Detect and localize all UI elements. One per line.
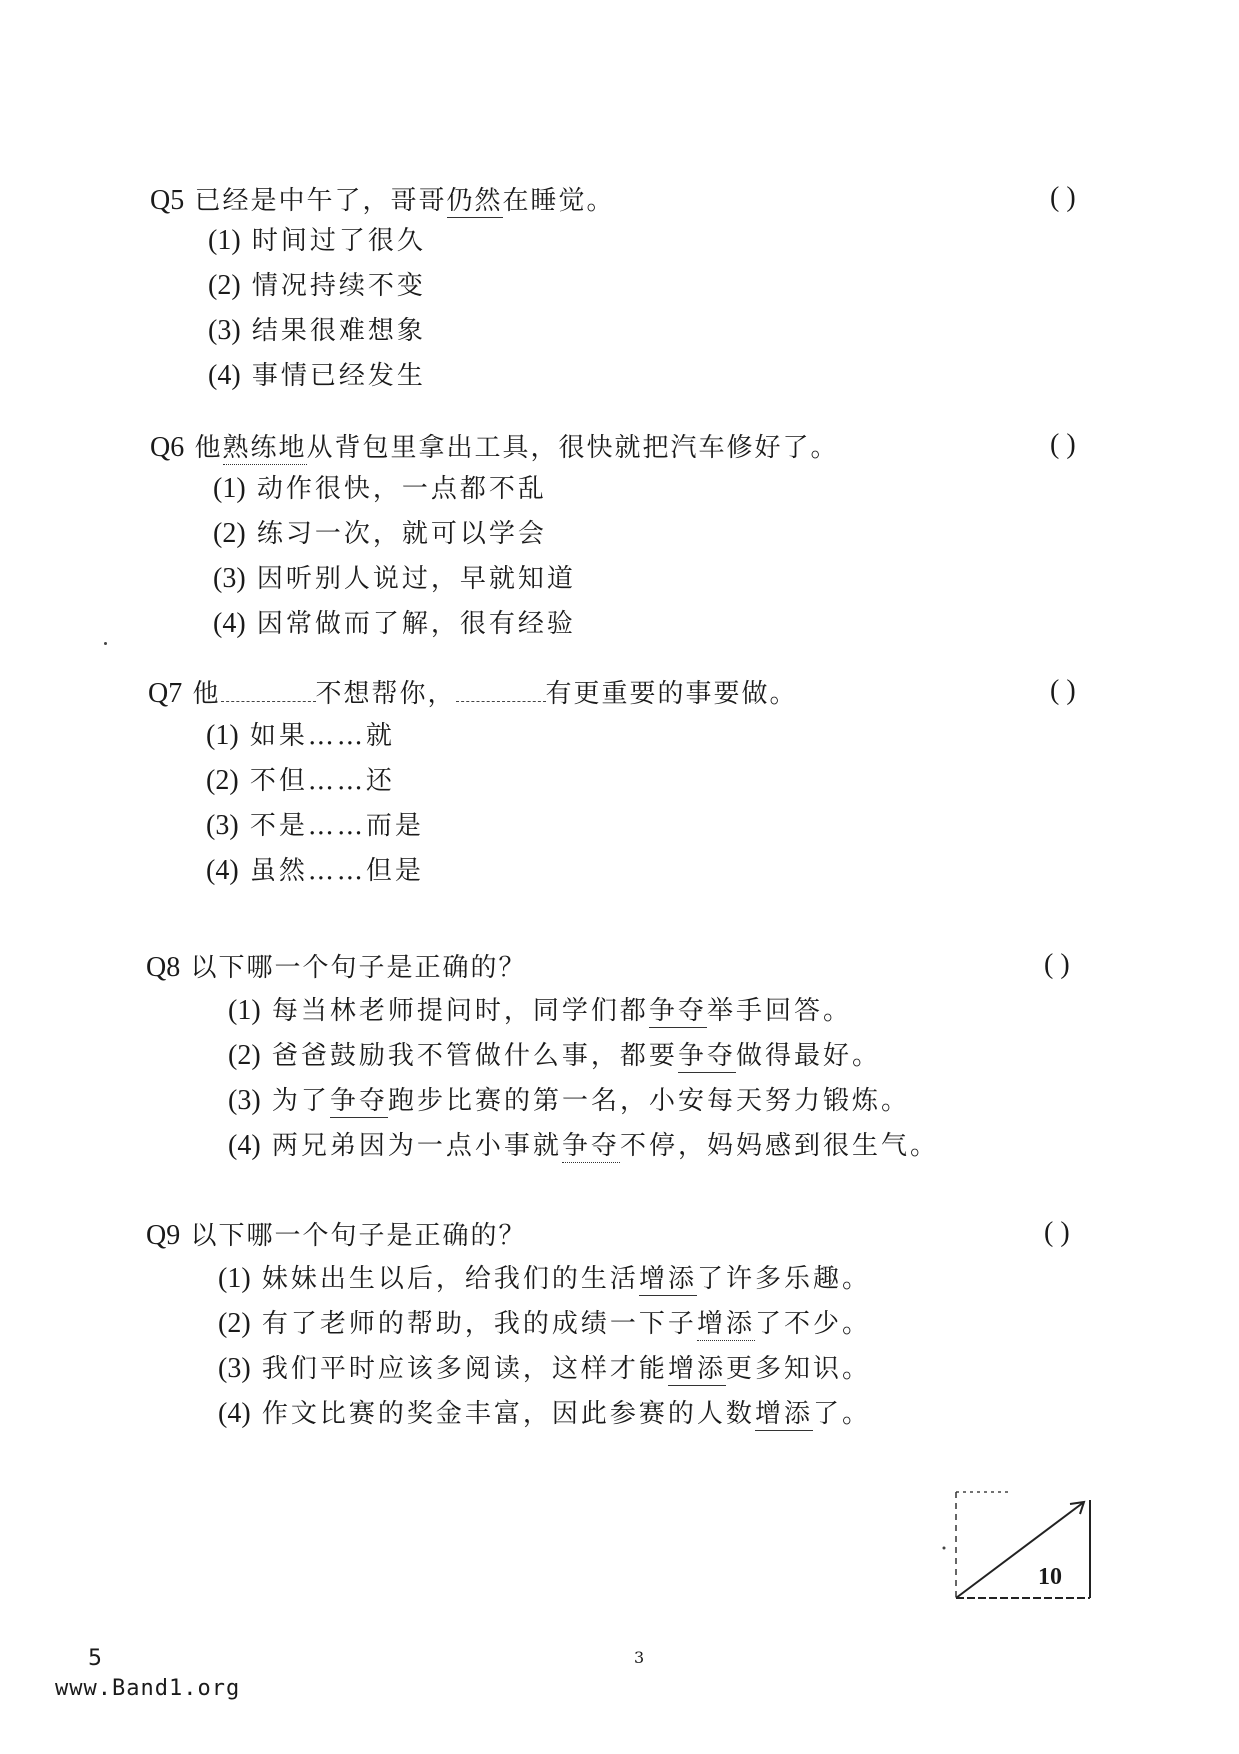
option-2[interactable]: (2) 爸爸鼓励我不管做什么事，都要争夺做得最好。 [228,1040,881,1071]
answer-bracket[interactable]: ( ) [1050,675,1076,706]
question-stem: Q8 以下哪一个句子是正确的？ [146,952,527,983]
stray-dot [104,642,107,645]
answer-bracket[interactable]: ( ) [1044,1217,1070,1248]
score-total: 10 [1038,1564,1062,1590]
option-3[interactable]: (3) 为了争夺跑步比赛的第一名，小安每天努力锻炼。 [228,1085,910,1116]
option-3[interactable]: (3) 结果很难想象 [208,315,426,346]
score-box-frame [940,1488,1100,1606]
blank-1[interactable] [221,687,316,702]
question-stem: Q5 已经是中午了，哥哥仍然在睡觉。 [150,185,615,216]
page-number: 3 [634,1648,645,1667]
question-stem: Q9 以下哪一个句子是正确的？ [146,1220,527,1251]
option-2[interactable]: (2) 情况持续不变 [208,270,426,301]
option-1[interactable]: (1) 每当林老师提问时，同学们都争夺举手回答。 [228,995,852,1026]
underlined-term: 熟练地 [222,433,307,463]
answer-bracket[interactable]: ( ) [1050,182,1076,213]
option-3[interactable]: (3) 不是……而是 [206,810,424,841]
option-1[interactable]: (1) 时间过了很久 [208,225,426,256]
option-4[interactable]: (4) 虽然……但是 [206,855,424,886]
blank-2[interactable] [456,687,546,702]
option-3[interactable]: (3) 因听别人说过，早就知道 [213,563,576,594]
question-stem: Q7 他 不想帮你， 有更重要的事要做。 [148,678,798,709]
answer-bracket[interactable]: ( ) [1044,949,1070,980]
score-box [940,1488,1100,1606]
option-4[interactable]: (4) 两兄弟因为一点小事就争夺不停，妈妈感到很生气。 [228,1130,939,1161]
option-4[interactable]: (4) 事情已经发生 [208,360,426,391]
option-3[interactable]: (3) 我们平时应该多阅读，这样才能增添更多知识。 [218,1353,871,1384]
footer-url[interactable]: www.Band1.org [55,1676,241,1701]
option-4[interactable]: (4) 作文比赛的奖金丰富，因此参赛的人数增添了。 [218,1398,871,1429]
option-2[interactable]: (2) 不但……还 [206,765,395,796]
footer-left-number: 5 [88,1646,102,1671]
option-1[interactable]: (1) 动作很快，一点都不乱 [213,473,547,504]
option-2[interactable]: (2) 有了老师的帮助，我的成绩一下子增添了不少。 [218,1308,871,1339]
option-4[interactable]: (4) 因常做而了解，很有经验 [213,608,576,639]
option-1[interactable]: (1) 如果……就 [206,720,395,751]
answer-bracket[interactable]: ( ) [1050,429,1076,460]
question-stem: Q6 他熟练地从背包里拿出工具，很快就把汽车修好了。 [150,432,839,463]
underlined-term: 仍然 [446,186,503,216]
option-1[interactable]: (1) 妹妹出生以后，给我们的生活增添了许多乐趣。 [218,1263,871,1294]
option-2[interactable]: (2) 练习一次，就可以学会 [213,518,547,549]
